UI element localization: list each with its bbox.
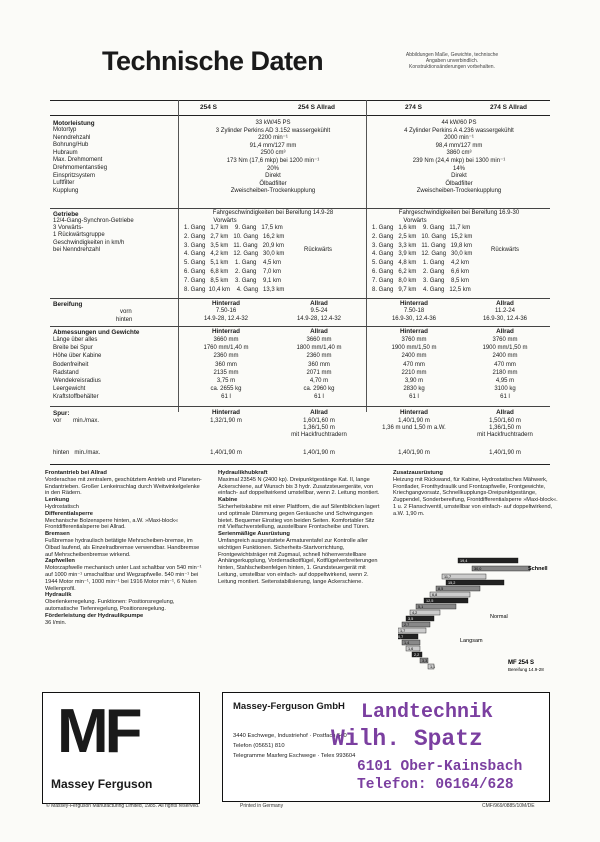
feature-col2-text: Umfangreich ausgestattete Armaturentafel zur Kontrolle aller wichtigen Funktionen. Sicherheits-Startvorrichtung, Frontgewichtsträger mit Zugmaul, schnell höhenverstellbare Anhängerkupplung, Vorderradkotflügel, Kotflügelverbreiterungen hinten, Stahlscheibenfelgen hinten, 1. Grundsteuergerät mit Leitung, umstellbar von einfach- auf doppeltwirkend, wenn 2. Leitung montiert. Seitenstabilisierung, lange Ackerschiene. — [218, 537, 378, 585]
tyres-rear-label: hinten — [116, 317, 133, 323]
gear-274-reverse-label: Rückwärts — [490, 247, 519, 253]
dimension-value: 3,75 m — [216, 378, 236, 384]
dimension-label: Länge über alles — [53, 337, 98, 343]
address-line-1: 3440 Eschwege, Industriehof · Postfach 540 — [233, 733, 347, 739]
tyres-subheader: Allrad — [496, 300, 514, 307]
motor-value-274: 239 Nm (24,4 mkp) bei 1300 min⁻¹ — [412, 158, 506, 164]
gear-254-forward-label: Vorwärts — [213, 218, 237, 224]
track-front-value: 1,40/1,90 m 1,36 m und 1,50 m a.W. — [382, 418, 446, 432]
diagram-label-normal: Normal — [490, 614, 508, 620]
gear-row-254: 7. Gang 8,5 km 3. Gang 9,1 km — [184, 277, 282, 284]
motor-value-254: Direkt — [265, 173, 281, 180]
dealer-stamp-line4: Telefon: 06164/628 — [357, 777, 514, 793]
diagram-caption: MF 254 S — [508, 660, 535, 666]
motor-label: Einspritzsystem — [53, 172, 96, 179]
feature-col2-paragraph — [218, 497, 383, 531]
diagram-bar-label: 30,0 — [474, 567, 482, 572]
col-header-274s: 274 S — [405, 104, 422, 111]
tyres-subheader: Allrad — [310, 300, 328, 307]
feature-col1-heading: Zapfwellen — [45, 558, 75, 565]
feature-col1-text: Mechanische Bolzensperre hinten, a.W. »Maxi-block« Frontdifferentialsperre bei Allrad. — [45, 517, 179, 531]
feature-col3-paragraph — [393, 470, 558, 518]
feature-col1-paragraph — [45, 558, 205, 592]
gearbox-label: 12/4-Gang-Synchron-Getriebe — [53, 218, 134, 224]
gear-row-254: 4. Gang 4,2 km 12. Gang 30,0 km — [184, 251, 285, 258]
feature-col1-heading: Hydraulik — [45, 592, 72, 599]
dimension-value: 2830 kg — [403, 386, 425, 393]
diagram-bar-label: 4,2 — [412, 611, 418, 616]
dimension-value: ca. 2655 kg — [210, 386, 242, 393]
motor-value-254: 173 Nm (17,6 mkp) bei 1200 min⁻¹ — [226, 158, 320, 164]
dimension-value: 3760 mm — [401, 337, 427, 343]
track-front-value: 1,50/1,60 m 1,36/1,50 m mit Hackfruchtradern — [477, 418, 533, 439]
motor-value-274: Direkt — [451, 173, 467, 180]
gear-row-254: 8. Gang 10,4 km 4. Gang 13,3 km — [184, 286, 285, 293]
motor-value-254: 91,4 mm/127 mm — [249, 142, 297, 149]
feature-col1-text: 36 l/min. — [45, 619, 67, 626]
feature-col2-text: Maximal 23545 N (2400 kp). Dreipunktgestänge Kat. II, lange Ackerschiene, auf Wunsch bis 3 hydr. Zusatzsteuergeräte, von einfach- auf doppeltwirkend umstellbar, wenn 2. Leitung montiert. — [218, 476, 380, 497]
feature-col1-paragraph — [45, 511, 205, 531]
motor-label: Kupplung — [53, 187, 79, 194]
dimension-value: 3100 kg — [494, 386, 516, 393]
track-rear-value: 1,40/1,90 m — [303, 450, 335, 456]
diagram-bar-label: 2,2 — [414, 653, 420, 658]
dimension-value: 4,70 m — [309, 378, 329, 384]
dimension-value: 61 l — [314, 394, 324, 401]
motor-value-274: Ölbadfilter — [445, 180, 473, 187]
dimension-value: 1760 mm/1,40 m — [203, 345, 249, 352]
dimension-value: 1900 mm/1,50 m — [482, 345, 528, 352]
motor-value-274: 2000 min⁻¹ — [444, 135, 474, 142]
gear-row-274: 6. Gang 6,2 km 2. Gang 6,6 km — [372, 269, 470, 275]
diagram-bar-label: 6,8 — [432, 593, 438, 598]
dimension-value: 2400 mm — [492, 353, 518, 360]
gear-row-274: 7. Gang 8,0 km 3. Gang 8,5 km — [372, 277, 470, 284]
motor-value-274: 98,4 mm/127 mm — [435, 142, 483, 149]
gear-row-254: 1. Gang 1,7 km 9. Gang 17,5 km — [184, 225, 283, 231]
dimension-value: 2360 mm — [213, 353, 239, 360]
diagram-bar-label: 15,2 — [448, 581, 456, 586]
gear-row-254: 2. Gang 2,7 km 10. Gang 16,2 km — [184, 233, 285, 240]
feature-col2-paragraph — [218, 531, 383, 585]
diagram-bar-label: 0,7 — [398, 635, 404, 640]
dimension-value: 61 l — [500, 394, 510, 401]
page-title: Technische Daten — [102, 46, 324, 76]
diagram-bar-label: 1,1 — [430, 665, 436, 670]
diagram-bar-label: 3,5 — [408, 617, 414, 622]
gear-row-254: 6. Gang 6,8 km 2. Gang 7,0 km — [184, 269, 282, 275]
dimension-value: 3760 mm — [492, 337, 518, 343]
track-subheader: Allrad — [496, 409, 514, 416]
logo-name: Massey Ferguson — [51, 777, 153, 791]
feature-col1-paragraph — [45, 592, 205, 612]
diagram-bar-label: 12,5 — [426, 599, 434, 604]
motor-label: Motortyp — [53, 127, 77, 133]
dealer-stamp-line1: Landtechnik — [361, 701, 494, 724]
dimension-value: 1800 mm/1,40 m — [296, 345, 342, 352]
dimension-value: 2180 mm — [492, 369, 518, 376]
col-header-254s-allrad: 254 S Allrad — [298, 104, 335, 111]
dimension-value: 1900 mm/1,50 m — [391, 345, 437, 352]
disclaimer-note: Abbildungen Maße, Gewichte, technische Angaben unverbindlich. Konstruktionsänderungen vorbehalten. — [405, 52, 499, 70]
tyres-subheader: Hinterrad — [400, 300, 428, 307]
tyres-front-value: 9.5-24 — [310, 308, 328, 314]
track-front-value: 1,32/1,90 m — [210, 418, 242, 424]
dimension-value: 2360 mm — [306, 353, 332, 360]
track-subheader: Hinterrad — [400, 409, 428, 416]
diagram-bar-label: 2,7 — [404, 623, 410, 628]
tyres-front-value: 7.50-16 — [215, 308, 237, 314]
track-front-value: 1,60/1,60 m 1,36/1,50 m mit Hackfruchtradern — [291, 418, 347, 439]
motor-value-254: 33 kW/45 PS — [255, 120, 291, 126]
motor-label: Bohrung/Hub — [53, 142, 89, 149]
gear-row-274: 2. Gang 2,5 km 10. Gang 15,2 km — [372, 233, 473, 240]
dimension-label: Bodenfreiheit — [53, 361, 89, 368]
footer-copyright: © Massey-Ferguson Manufacturing Limited, 1985. All rights reserved. — [46, 803, 200, 809]
feature-col1-paragraph — [45, 531, 205, 558]
mf-logo — [42, 692, 200, 804]
diagram-label-slow: Langsam — [460, 638, 483, 644]
diagram-bar-label: 8,5 — [438, 587, 444, 592]
feature-col1-heading: Differentialsperre — [45, 510, 94, 517]
logo-mark: MF — [57, 697, 139, 766]
col-header-274s-allrad: 274 S Allrad — [490, 104, 527, 111]
tyres-rear-value: 14.9-28, 12.4-32 — [296, 316, 342, 322]
dimension-subheader: Hinterrad — [400, 328, 428, 335]
footer-printed: Printed in Germany — [240, 803, 284, 809]
gearbox-heading: Getriebe — [53, 211, 79, 218]
gear-row-274: 4. Gang 3,9 km 12. Gang 30,0 km — [372, 251, 473, 258]
dimension-label: Höhe über Kabine — [53, 353, 102, 360]
company-name: Massey-Ferguson GmbH — [233, 701, 345, 712]
feature-col1-text: Oberlenkerregelung. Funktionen: Positionsregelung, automatische Tiefenregelung, Positionsregelung. — [45, 599, 175, 612]
motor-value-274: 4 Zylinder Perkins A 4.236 wassergekühlt — [404, 127, 514, 134]
gear-254-header: Fahrgeschwindigkeiten bei Bereifung 14.9-28 — [212, 210, 334, 216]
diagram-bar-label: 1,4 — [404, 641, 410, 646]
dimension-value: 3660 mm — [213, 337, 239, 343]
gear-row-274: 5. Gang 4,8 km 1. Gang 4,2 km — [372, 260, 470, 267]
gearbox-label: Geschwindigkeiten in km/h — [53, 239, 125, 246]
dimension-value: 2210 mm — [401, 369, 427, 376]
track-subheader: Hinterrad — [212, 409, 240, 416]
motor-label: Nenndrehzahl — [53, 134, 91, 141]
feature-col2-text: Sicherheitskabine mit einer Plattform, die auf Silentblöcken lagert und optimale Dämmung gegen Geräusche und Schwingungen bietet. Bequemer Einstieg von beiden Seiten. Komfortabler Sitz mit Vielfachverstellung, ausstellbare Frontscheibe und Türen. — [218, 503, 380, 531]
feature-col1-paragraph — [45, 497, 205, 511]
track-rear-value: 1,40/1,90 m — [398, 450, 430, 456]
motor-value-254: 20% — [266, 165, 279, 172]
motor-value-274: 14% — [452, 165, 465, 172]
feature-col3-heading: Zusatzausrüstung — [393, 470, 443, 476]
dealer-stamp-line3: 6101 Ober-Kainsbach — [357, 759, 523, 775]
diagram-bar-label: 19,4 — [460, 559, 468, 564]
address-line-3: Telegramme Masferg Eschwege · Telex 993604 — [233, 753, 356, 759]
address-line-2: Telefon (05651) 810 — [233, 743, 285, 749]
motor-label: Hubraum — [53, 149, 78, 156]
track-heading: Spur: — [53, 410, 70, 417]
feature-col2-heading: Serienmäßige Ausrüstung — [218, 531, 290, 538]
dimension-value: 4,95 m — [495, 378, 515, 384]
diagram-subcaption: Bereifung 14.9-28 — [508, 667, 544, 672]
tyres-subheader: Hinterrad — [212, 300, 240, 307]
dimension-value: 470 mm — [494, 361, 516, 368]
diagram-bar-label: 11,7 — [444, 575, 452, 580]
dealer-stamp-line2: Wilh. Spatz — [331, 726, 483, 752]
motor-value-254: 2500 cm³ — [260, 150, 286, 157]
feature-col1-heading: Förderleistung der Hydraulikpumpe — [45, 612, 144, 619]
dimension-value: 2135 mm — [213, 369, 239, 376]
tyres-front-label: vorn — [120, 309, 132, 315]
gear-274-header: Fahrgeschwindigkeiten bei Bereifung 16.9-30 — [398, 210, 520, 216]
col-header-254s: 254 S — [200, 104, 217, 111]
motor-value-274: 44 kW/60 PS — [441, 120, 477, 126]
feature-col1-heading: Frontantrieb bei Allrad — [45, 470, 107, 476]
dimension-label: Kraftstoffbehälter — [53, 394, 99, 401]
tyres-rear-value: 16.9-30, 12.4-36 — [482, 316, 528, 322]
diagram-bar-label: 1,7 — [400, 629, 406, 634]
track-rear-value: 1,40/1,90 m — [489, 450, 521, 456]
motor-heading: Motorleistung — [53, 120, 95, 127]
dimension-value: 2071 mm — [306, 369, 332, 376]
dimension-subheader: Allrad — [310, 328, 328, 335]
gear-row-274: 1. Gang 1,6 km 9. Gang 11,7 km — [372, 225, 471, 231]
feature-col2-heading: Hydraulikhubkraft — [218, 470, 268, 476]
gear-row-274: 3. Gang 3,3 km 11. Gang 19,8 km — [372, 242, 472, 249]
motor-value-254: 3 Zylinder Perkins AD 3.152 wassergekühlt — [215, 127, 331, 134]
motor-label: Max. Drehmoment — [53, 157, 103, 164]
track-subheader: Allrad — [310, 409, 328, 416]
dimension-label: Wendekreisradius — [53, 378, 101, 384]
dimension-subheader: Hinterrad — [212, 328, 240, 335]
tyres-rear-value: 16.9-30, 12.4-36 — [391, 316, 437, 322]
motor-label: Drehmomentanstieg — [53, 165, 108, 171]
gear-row-254: 5. Gang 5,1 km 1. Gang 4,5 km — [184, 260, 282, 267]
dimension-value: 3660 mm — [306, 337, 332, 343]
dimension-value: 360 mm — [215, 361, 237, 368]
dimension-value: 360 mm — [308, 361, 330, 368]
gear-254-reverse-label: Rückwärts — [303, 247, 332, 253]
feature-col1-text: Hydrostatisch — [45, 503, 79, 510]
track-rear-label: hinten min./max. — [53, 450, 101, 456]
tyres-rear-value: 14.9-28, 12.4-32 — [203, 316, 249, 322]
gear-row-254: 3. Gang 3,5 km 11. Gang 20,9 km — [184, 242, 284, 249]
dimension-value: 61 l — [221, 394, 231, 401]
gear-row-274: 8. Gang 9,7 km 4. Gang 12,5 km — [372, 286, 471, 293]
motor-value-254: Zweischeiben-Trockenkupplung — [230, 188, 316, 195]
feature-col1-text: Fußbremse hydraulisch betätigte Mehrscheiben-bremse, im Ölbad laufend, als Einzelradbremse verwendbar. Handbremse auf Mehrscheibenbremse wirkend. — [45, 537, 200, 558]
dimension-value: 470 mm — [403, 361, 425, 368]
feature-col2-heading: Kabine — [218, 497, 238, 504]
motor-value-274: Zweischeiben-Trockenkupplung — [416, 188, 502, 195]
speed-diagram — [398, 540, 558, 680]
dimension-label: Radstand — [53, 369, 79, 376]
dimension-value: 2400 mm — [401, 353, 427, 360]
diagram-label-fast: Schnell — [528, 566, 548, 572]
tyres-front-value: 7.50-18 — [403, 308, 425, 314]
diagram-bar-label: 5,1 — [418, 605, 424, 610]
feature-col1-text: Motorzapfwelle mechanisch unter Last schaltbar von 540 min⁻¹ auf 1000 min⁻¹ umschaltbar und Wegzapfwelle. 540 min⁻¹ bei 1944 Motor min⁻¹, 1000 min⁻¹ bei 1916 Motor min⁻¹, 6 Nuten Wellenprofil. — [45, 565, 202, 592]
dimension-label: Leergewicht — [53, 386, 86, 393]
feature-col3-text: Heizung mit Rückwand, für Kabine, Hydrostatisches Mähwerk, Frontlader, Fronthydraulik und Frontzapfwelle, Frontgewichte, Kriechgangvorsatz, Schnellkupplungs-Dreipunktgestänge, Zugpendel, Sonderbereifung, Frontdifferentialsperre »Maxi-block«. 1 u. 2 Flanschventil, umstellbar von einfach- auf doppeltwirkend, a.W. 1,90 m. — [393, 476, 558, 517]
feature-col2-paragraph — [218, 470, 383, 497]
gearbox-label: 1 Rückwärtsgruppe — [53, 232, 105, 239]
motor-value-274: 3860 cm³ — [446, 150, 472, 157]
footer-code: CMF/969/0885/10M/DE — [482, 803, 535, 809]
tyres-heading: Bereifung — [53, 301, 83, 308]
gearbox-label: bei Nenndrehzahl — [53, 246, 101, 253]
diagram-bar-label: 1,6 — [408, 647, 414, 652]
feature-col1-heading: Lenkung — [45, 497, 70, 504]
track-rear-value: 1,40/1,90 m — [210, 450, 242, 456]
feature-col1-heading: Bremsen — [45, 531, 70, 538]
dimension-subheader: Allrad — [496, 328, 514, 335]
dimension-value: 61 l — [409, 394, 419, 401]
feature-col1-paragraph — [45, 470, 205, 497]
dimension-label: Breite bei Spur — [53, 345, 93, 352]
gear-274-forward-label: Vorwärts — [403, 218, 427, 224]
motor-value-254: Ölbadfilter — [259, 180, 287, 187]
tyres-front-value: 11.2-24 — [495, 308, 515, 314]
motor-label: Luftfilter — [53, 180, 75, 187]
dimension-value: 3,90 m — [404, 378, 424, 384]
diagram-bar-label: 3,3 — [422, 659, 428, 664]
dimension-value: ca. 2960 kg — [303, 386, 335, 393]
dimensions-heading: Abmessungen und Gewichte — [53, 329, 140, 336]
feature-col1-text: Vorderachse mit zentralem, geschütztem Antrieb und Planeten-Endantrieben. Großer Lenkeinschlag durch Weitwinkelgelenke in den Rädern. — [45, 476, 202, 497]
motor-value-254: 2200 min⁻¹ — [258, 135, 288, 142]
address-box — [222, 692, 550, 802]
track-front-label: vor min./max. — [53, 418, 100, 424]
feature-col1-paragraph — [45, 613, 205, 627]
gearbox-label: 3 Vorwärts- — [53, 225, 84, 232]
